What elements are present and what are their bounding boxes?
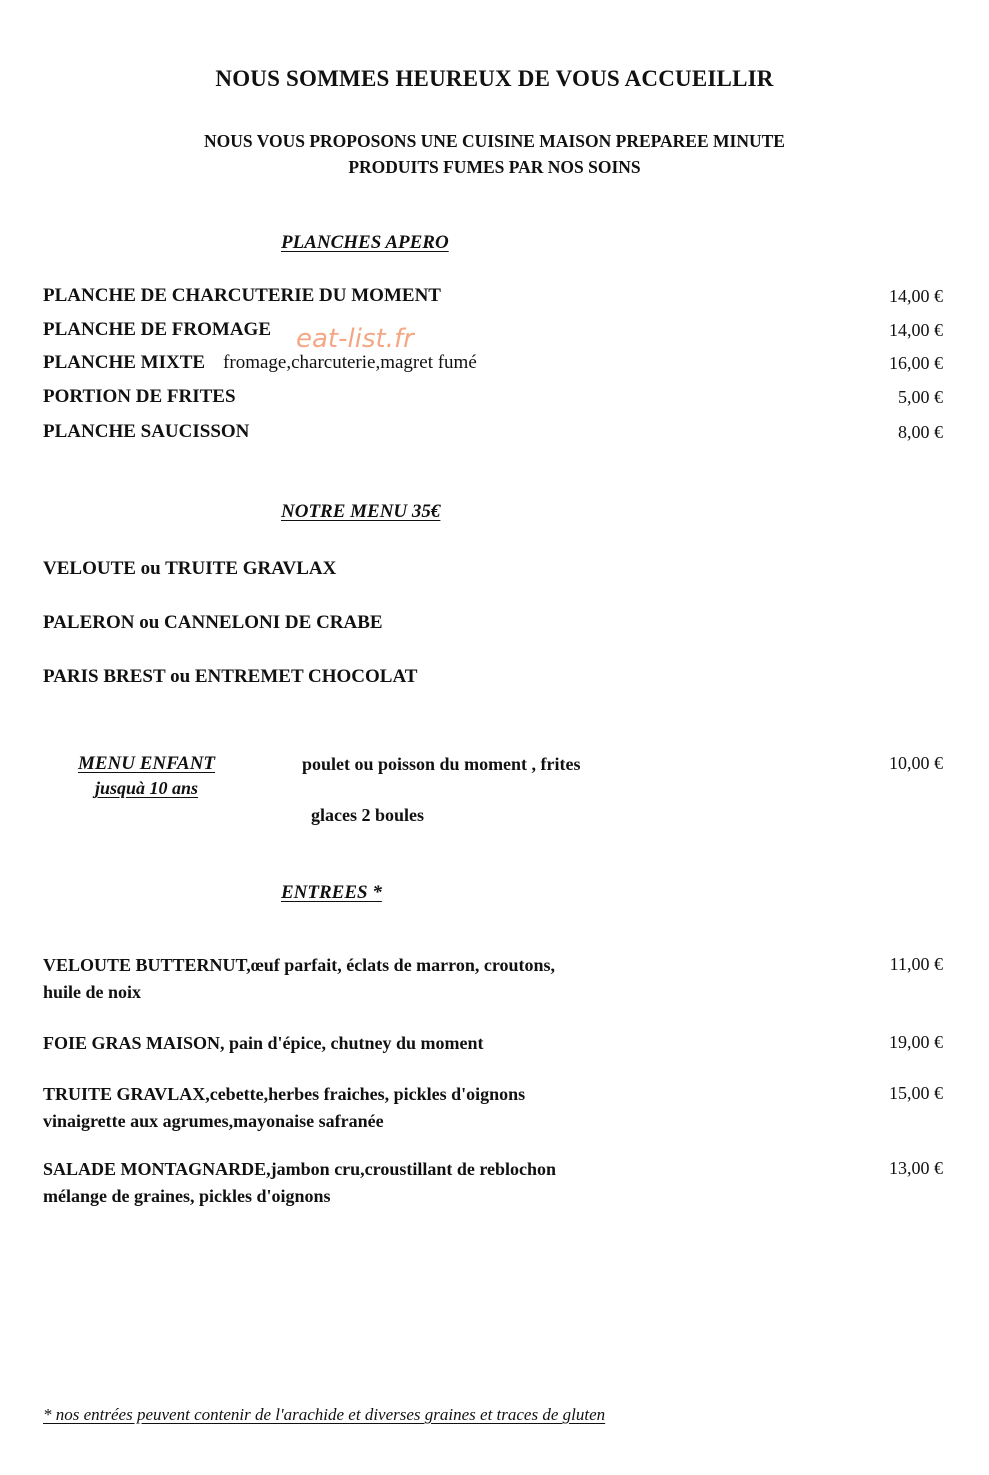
entree-line-2: huile de noix	[43, 982, 142, 1002]
entree-line-1: VELOUTE BUTTERNUT,œuf parfait, éclats de marron, croutons,	[43, 955, 556, 975]
price-foie-gras: 19,00 €	[889, 1032, 943, 1052]
entree-item-truite	[43, 1081, 525, 1135]
entree-line-2: mélange de graines, pickles d'oignons	[43, 1186, 331, 1206]
subtitle-line-2: PRODUITS FUMES PAR NOS SOINS	[348, 157, 641, 177]
entree-item-foie-gras	[43, 1030, 484, 1057]
menu-item-frites	[43, 386, 236, 408]
price-salade: 13,00 €	[889, 1158, 943, 1178]
price-frites: 5,00 €	[898, 387, 943, 407]
section-heading-menu: NOTRE MENU 35€	[281, 501, 441, 522]
kids-menu-label: MENU ENFANT	[77, 753, 216, 774]
kids-menu-main: poulet ou poisson du moment , frites	[302, 754, 581, 774]
menu-course-1: VELOUTE ou TRUITE GRAVLAX	[43, 558, 337, 579]
price-fromage: 14,00 €	[889, 320, 943, 340]
menu-course-3: PARIS BREST ou ENTREMET CHOCOLAT	[43, 666, 418, 687]
item-description: fromage,charcuterie,magret fumé	[223, 352, 477, 373]
entree-item-salade	[43, 1156, 556, 1210]
section-heading-entrees: ENTREES *	[281, 882, 382, 903]
item-name: PLANCHE DE FROMAGE	[43, 319, 271, 340]
page-title: NOUS SOMMES HEUREUX DE VOUS ACCUEILLIR	[215, 66, 774, 91]
price-kids-menu: 10,00 €	[889, 753, 943, 773]
kids-menu-dessert: glaces 2 boules	[311, 805, 425, 825]
price-truite: 15,00 €	[889, 1083, 943, 1103]
item-name: PLANCHE DE CHARCUTERIE DU MOMENT	[43, 285, 441, 306]
item-name: PLANCHE MIXTE	[43, 352, 206, 373]
section-heading-planches: PLANCHES APERO	[281, 232, 449, 253]
item-name: PLANCHE SAUCISSON	[43, 421, 250, 442]
price-saucisson: 8,00 €	[898, 422, 943, 442]
entree-item-veloute	[43, 952, 555, 1006]
menu-item-fromage	[43, 319, 271, 341]
item-name: PORTION DE FRITES	[43, 386, 236, 407]
price-charcuterie: 14,00 €	[889, 286, 943, 306]
menu-item-saucisson	[43, 421, 249, 443]
price-veloute: 11,00 €	[889, 954, 943, 974]
entree-line-1: SALADE MONTAGNARDE,jambon cru,croustillant de reblochon	[43, 1159, 557, 1179]
watermark-logo: eat-list.fr	[296, 324, 414, 354]
menu-item-mixte	[43, 352, 477, 374]
allergen-footnote: * nos entrées peuvent contenir de l'arachide et diverses graines et traces de gluten	[43, 1405, 606, 1424]
entree-line-1: FOIE GRAS MAISON, pain d'épice, chutney du moment	[43, 1033, 484, 1053]
subtitle-line-1: NOUS VOUS PROPOSONS UNE CUISINE MAISON PREPAREE MINUTE	[204, 131, 785, 151]
entree-line-1: TRUITE GRAVLAX,cebette,herbes fraiches, pickles d'oignons	[43, 1084, 526, 1104]
entree-line-2: vinaigrette aux agrumes,mayonaise safranée	[43, 1111, 384, 1131]
menu-item-charcuterie	[43, 285, 441, 307]
menu-course-2: PALERON ou CANNELONI DE CRABE	[43, 612, 383, 633]
price-mixte: 16,00 €	[889, 353, 943, 373]
kids-menu-age: jusquà 10 ans	[95, 778, 199, 798]
